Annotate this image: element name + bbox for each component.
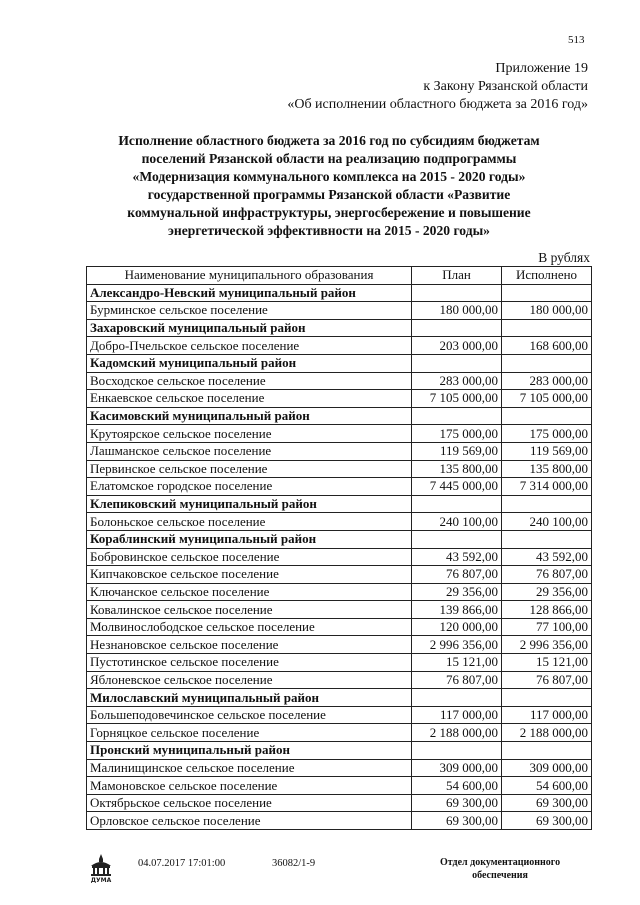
cell-done: 117 000,00 <box>502 706 592 724</box>
cell-name: Горняцкое сельское поселение <box>87 724 412 742</box>
cell-plan: 43 592,00 <box>412 548 502 566</box>
cell-name: Захаровский муниципальный район <box>87 319 412 337</box>
cell-plan <box>412 530 502 548</box>
cell-plan: 29 356,00 <box>412 583 502 601</box>
cell-name: Крутоярское сельское поселение <box>87 425 412 443</box>
cell-done: 128 866,00 <box>502 601 592 619</box>
table-row <box>87 706 592 724</box>
table-row <box>87 442 592 460</box>
appendix-line-2: к Закону Рязанской области <box>423 79 588 94</box>
cell-name: Октябрьское сельское поселение <box>87 794 412 812</box>
table-row <box>87 302 592 320</box>
table-row <box>87 812 592 830</box>
cell-plan: 76 807,00 <box>412 671 502 689</box>
cell-name: Александро-Невский муниципальный район <box>87 284 412 302</box>
table-row <box>87 566 592 584</box>
table-row <box>87 583 592 601</box>
cell-plan: 54 600,00 <box>412 777 502 795</box>
dept-line-1: Отдел документационного <box>440 857 561 868</box>
cell-done <box>502 319 592 337</box>
cell-plan: 2 188 000,00 <box>412 724 502 742</box>
cell-plan: 7 445 000,00 <box>412 478 502 496</box>
cell-name: Восходское сельское поселение <box>87 372 412 390</box>
cell-done: 309 000,00 <box>502 759 592 777</box>
cell-plan: 7 105 000,00 <box>412 390 502 408</box>
dept-line-2: обеспечения <box>472 870 528 881</box>
title-line-4: государственной программы Рязанской области «Развитие <box>147 187 511 202</box>
cell-done <box>502 742 592 760</box>
cell-done <box>502 284 592 302</box>
table-row <box>87 337 592 355</box>
cell-plan <box>412 495 502 513</box>
title-line-5: коммунальной инфраструктуры, энергосбережение и повышение <box>127 205 531 220</box>
header-done: Исполнено <box>502 267 592 285</box>
cell-done: 54 600,00 <box>502 777 592 795</box>
table-row <box>87 548 592 566</box>
cell-name: Касимовский муниципальный район <box>87 407 412 425</box>
page-number: 513 <box>568 34 585 46</box>
cell-name: Ключанское сельское поселение <box>87 583 412 601</box>
cell-done: 15 121,00 <box>502 654 592 672</box>
cell-plan: 203 000,00 <box>412 337 502 355</box>
cell-plan: 283 000,00 <box>412 372 502 390</box>
cell-done: 119 569,00 <box>502 442 592 460</box>
table-row <box>87 460 592 478</box>
title-line-3: «Модернизация коммунального комплекса на 2015 - 2020 годы» <box>132 169 526 184</box>
cell-name: Первинское сельское поселение <box>87 460 412 478</box>
table-row <box>87 636 592 654</box>
cell-name: Елатомское городское поселение <box>87 478 412 496</box>
cell-plan: 2 996 356,00 <box>412 636 502 654</box>
appendix-line-3: «Об исполнении областного бюджета за 2016 год» <box>287 97 588 112</box>
appendix-header <box>287 60 588 114</box>
title-line-1: Исполнение областного бюджета за 2016 год по субсидиям бюджетам <box>118 133 540 148</box>
cell-name: Большеподовечинское сельское поселение <box>87 706 412 724</box>
title-line-2: поселений Рязанской области на реализацию подпрограммы <box>141 151 517 166</box>
cell-name: Незнановское сельское поселение <box>87 636 412 654</box>
cell-done: 283 000,00 <box>502 372 592 390</box>
cell-plan: 69 300,00 <box>412 812 502 830</box>
cell-plan: 117 000,00 <box>412 706 502 724</box>
subsidies-table <box>86 266 592 830</box>
cell-plan: 309 000,00 <box>412 759 502 777</box>
table-row <box>87 618 592 636</box>
cell-done <box>502 407 592 425</box>
table-row <box>87 794 592 812</box>
cell-done: 2 996 356,00 <box>502 636 592 654</box>
cell-name: Кадомский муниципальный район <box>87 354 412 372</box>
logo-text: ДУМА <box>90 877 112 883</box>
district-row <box>87 407 592 425</box>
cell-done: 175 000,00 <box>502 425 592 443</box>
cell-done: 240 100,00 <box>502 513 592 531</box>
table-row <box>87 777 592 795</box>
table-row <box>87 390 592 408</box>
table-row <box>87 671 592 689</box>
cell-plan: 15 121,00 <box>412 654 502 672</box>
cell-done: 69 300,00 <box>502 812 592 830</box>
cell-done: 135 800,00 <box>502 460 592 478</box>
document-title <box>88 132 570 240</box>
district-row <box>87 742 592 760</box>
cell-plan: 135 800,00 <box>412 460 502 478</box>
cell-plan <box>412 689 502 707</box>
cell-name: Мамоновское сельское поселение <box>87 777 412 795</box>
cell-plan <box>412 354 502 372</box>
cell-name: Пустотинское сельское поселение <box>87 654 412 672</box>
title-line-6: энергетической эффективности на 2015 - 2020 годы» <box>168 223 490 238</box>
district-row <box>87 689 592 707</box>
cell-plan: 180 000,00 <box>412 302 502 320</box>
cell-plan: 76 807,00 <box>412 566 502 584</box>
cell-done <box>502 530 592 548</box>
cell-done: 2 188 000,00 <box>502 724 592 742</box>
cell-done: 76 807,00 <box>502 671 592 689</box>
footer-timestamp: 04.07.2017 17:01:00 <box>138 858 226 869</box>
table-row <box>87 759 592 777</box>
currency-unit: В рублях <box>538 250 590 265</box>
district-row <box>87 530 592 548</box>
cell-name: Милославский муниципальный район <box>87 689 412 707</box>
cell-done <box>502 354 592 372</box>
cell-name: Болоньское сельское поселение <box>87 513 412 531</box>
header-name: Наименование муниципального образования <box>87 267 412 285</box>
cell-done: 7 314 000,00 <box>502 478 592 496</box>
district-row <box>87 284 592 302</box>
cell-name: Пронский муниципальный район <box>87 742 412 760</box>
cell-name: Орловское сельское поселение <box>87 812 412 830</box>
cell-done: 7 105 000,00 <box>502 390 592 408</box>
cell-name: Кипчаковское сельское поселение <box>87 566 412 584</box>
cell-plan: 69 300,00 <box>412 794 502 812</box>
cell-plan: 120 000,00 <box>412 618 502 636</box>
cell-name: Лашманское сельское поселение <box>87 442 412 460</box>
table-body <box>87 284 592 829</box>
district-row <box>87 354 592 372</box>
cell-name: Кораблинский муниципальный район <box>87 530 412 548</box>
cell-name: Малинищинское сельское поселение <box>87 759 412 777</box>
cell-done: 69 300,00 <box>502 794 592 812</box>
header-plan: План <box>412 267 502 285</box>
duma-logo <box>88 853 114 888</box>
cell-done: 168 600,00 <box>502 337 592 355</box>
table-row <box>87 724 592 742</box>
cell-plan <box>412 284 502 302</box>
cell-plan: 240 100,00 <box>412 513 502 531</box>
cell-name: Енкаевское сельское поселение <box>87 390 412 408</box>
cell-plan <box>412 742 502 760</box>
cell-plan <box>412 319 502 337</box>
cell-name: Бобровинское сельское поселение <box>87 548 412 566</box>
appendix-line-1: Приложение 19 <box>495 61 588 76</box>
table-row <box>87 478 592 496</box>
cell-name: Ковалинское сельское поселение <box>87 601 412 619</box>
cell-plan: 139 866,00 <box>412 601 502 619</box>
cell-plan: 119 569,00 <box>412 442 502 460</box>
table-row <box>87 513 592 531</box>
table-row <box>87 654 592 672</box>
table-row <box>87 425 592 443</box>
cell-plan: 175 000,00 <box>412 425 502 443</box>
footer-department <box>440 856 560 882</box>
cell-plan <box>412 407 502 425</box>
table-row <box>87 372 592 390</box>
cell-name: Бурминское сельское поселение <box>87 302 412 320</box>
cell-done: 43 592,00 <box>502 548 592 566</box>
cell-name: Добро-Пчельское сельское поселение <box>87 337 412 355</box>
cell-done <box>502 495 592 513</box>
district-row <box>87 319 592 337</box>
cell-done: 180 000,00 <box>502 302 592 320</box>
duma-building-icon <box>88 853 114 883</box>
cell-name: Молвинослободское сельское поселение <box>87 618 412 636</box>
cell-name: Яблоневское сельское поселение <box>87 671 412 689</box>
cell-name: Клепиковский муниципальный район <box>87 495 412 513</box>
district-row <box>87 495 592 513</box>
cell-done <box>502 689 592 707</box>
footer-doc-id: 36082/1-9 <box>272 858 316 869</box>
table-header-row <box>87 267 592 285</box>
cell-done: 29 356,00 <box>502 583 592 601</box>
cell-done: 76 807,00 <box>502 566 592 584</box>
cell-done: 77 100,00 <box>502 618 592 636</box>
table-row <box>87 601 592 619</box>
